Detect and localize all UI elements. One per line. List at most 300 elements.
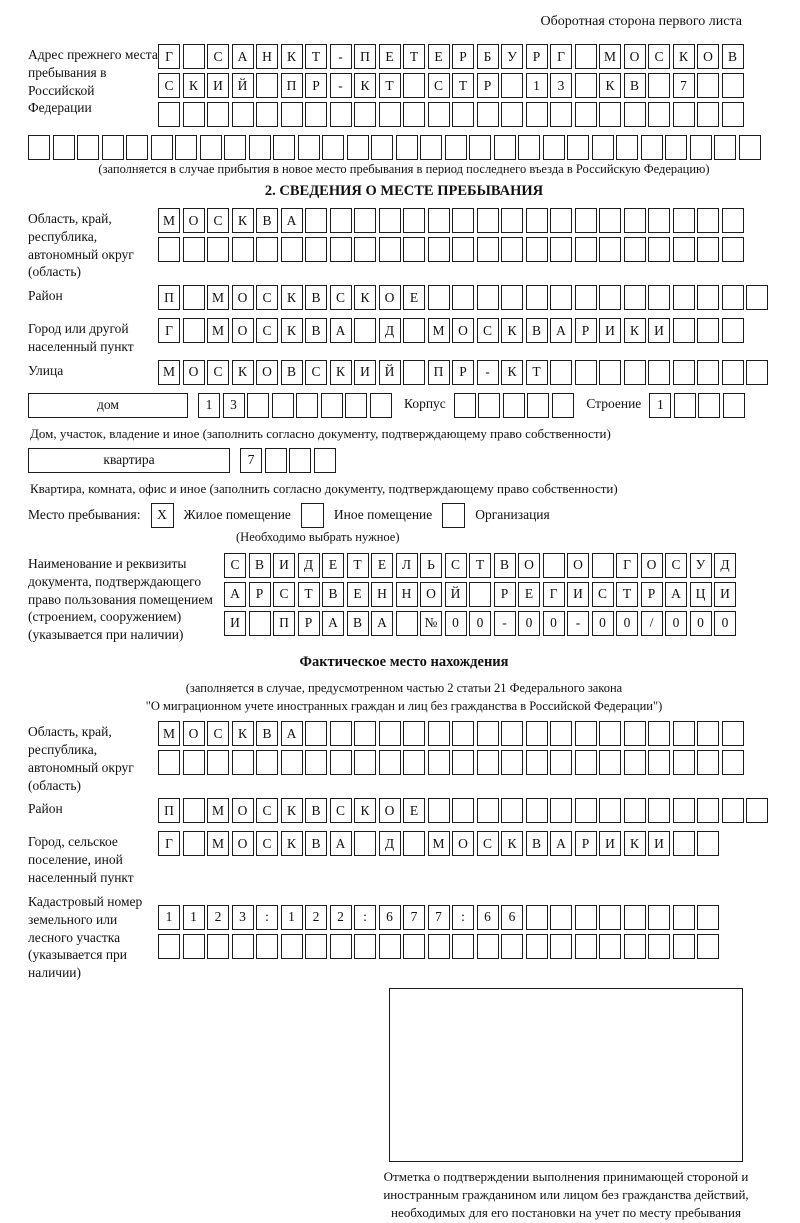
char-cell[interactable]: О (452, 318, 474, 343)
char-cell[interactable]: В (305, 285, 327, 310)
char-cell[interactable] (200, 135, 222, 160)
char-cell[interactable] (722, 208, 744, 233)
char-cell[interactable] (452, 285, 474, 310)
char-cell[interactable] (526, 102, 548, 127)
char-cell[interactable] (648, 285, 670, 310)
char-cell[interactable]: М (599, 44, 621, 69)
char-cell[interactable]: М (207, 798, 229, 823)
char-cell[interactable]: О (697, 44, 719, 69)
char-cell[interactable]: - (494, 611, 516, 636)
char-cell[interactable]: Е (371, 553, 393, 578)
char-cell[interactable] (305, 750, 327, 775)
char-cell[interactable] (648, 905, 670, 930)
char-cell[interactable] (526, 750, 548, 775)
char-cell[interactable]: Т (526, 360, 548, 385)
char-cell[interactable] (289, 448, 311, 473)
char-cell[interactable] (599, 798, 621, 823)
char-cell[interactable]: В (256, 721, 278, 746)
char-cell[interactable]: Р (641, 582, 663, 607)
char-cell[interactable] (723, 393, 745, 418)
char-cell[interactable] (281, 934, 303, 959)
char-cell[interactable]: К (183, 73, 205, 98)
char-cell[interactable] (641, 135, 663, 160)
char-cell[interactable] (403, 208, 425, 233)
char-cell[interactable] (126, 135, 148, 160)
char-cell[interactable]: Д (298, 553, 320, 578)
char-cell[interactable]: А (665, 582, 687, 607)
char-cell[interactable]: Р (575, 318, 597, 343)
char-cell[interactable]: О (183, 208, 205, 233)
char-cell[interactable] (77, 135, 99, 160)
char-cell[interactable]: И (714, 582, 736, 607)
char-cell[interactable] (207, 237, 229, 262)
char-cell[interactable] (370, 393, 392, 418)
char-cell[interactable] (624, 934, 646, 959)
char-cell[interactable] (330, 750, 352, 775)
char-cell[interactable] (575, 360, 597, 385)
char-cell[interactable]: О (379, 798, 401, 823)
char-cell[interactable]: К (330, 360, 352, 385)
char-cell[interactable]: С (445, 553, 467, 578)
char-cell[interactable] (575, 285, 597, 310)
char-cell[interactable] (183, 750, 205, 775)
char-cell[interactable] (501, 934, 523, 959)
char-cell[interactable]: П (428, 360, 450, 385)
char-cell[interactable]: Г (543, 582, 565, 607)
other-premises-checkbox[interactable] (301, 503, 324, 528)
char-cell[interactable] (575, 44, 597, 69)
char-cell[interactable] (665, 135, 687, 160)
char-cell[interactable] (354, 102, 376, 127)
char-cell[interactable]: Р (452, 44, 474, 69)
char-cell[interactable] (265, 448, 287, 473)
char-cell[interactable] (183, 798, 205, 823)
char-cell[interactable]: В (624, 73, 646, 98)
char-cell[interactable] (452, 102, 474, 127)
char-cell[interactable]: 1 (281, 905, 303, 930)
char-cell[interactable]: С (428, 73, 450, 98)
char-cell[interactable] (624, 285, 646, 310)
char-cell[interactable]: С (665, 553, 687, 578)
char-cell[interactable] (477, 721, 499, 746)
char-cell[interactable]: Й (445, 582, 467, 607)
char-cell[interactable] (183, 44, 205, 69)
char-cell[interactable]: С (477, 318, 499, 343)
char-cell[interactable] (298, 135, 320, 160)
char-cell[interactable] (175, 135, 197, 160)
char-cell[interactable]: Г (158, 44, 180, 69)
prev-address-row-4[interactable] (28, 135, 780, 160)
char-cell[interactable]: О (379, 285, 401, 310)
char-cell[interactable]: Й (232, 73, 254, 98)
char-cell[interactable]: Т (403, 44, 425, 69)
char-cell[interactable]: Е (403, 285, 425, 310)
char-cell[interactable]: К (232, 721, 254, 746)
char-cell[interactable] (183, 237, 205, 262)
char-cell[interactable]: - (330, 73, 352, 98)
char-cell[interactable] (247, 393, 269, 418)
char-cell[interactable]: 3 (232, 905, 254, 930)
char-cell[interactable] (722, 798, 744, 823)
char-cell[interactable]: М (158, 360, 180, 385)
char-cell[interactable]: Р (249, 582, 271, 607)
char-cell[interactable]: 0 (690, 611, 712, 636)
char-cell[interactable]: К (599, 73, 621, 98)
region-row-2[interactable] (158, 237, 746, 262)
char-cell[interactable] (207, 102, 229, 127)
char-cell[interactable] (739, 135, 761, 160)
char-cell[interactable]: С (224, 553, 246, 578)
char-cell[interactable] (697, 208, 719, 233)
char-cell[interactable]: 6 (501, 905, 523, 930)
char-cell[interactable]: К (624, 831, 646, 856)
char-cell[interactable] (428, 798, 450, 823)
char-cell[interactable]: Ь (420, 553, 442, 578)
char-cell[interactable] (314, 448, 336, 473)
street-row[interactable] (158, 360, 771, 385)
char-cell[interactable] (379, 934, 401, 959)
char-cell[interactable]: П (281, 73, 303, 98)
char-cell[interactable] (722, 73, 744, 98)
char-cell[interactable]: В (256, 208, 278, 233)
char-cell[interactable]: - (567, 611, 589, 636)
char-cell[interactable]: К (281, 44, 303, 69)
char-cell[interactable] (698, 393, 720, 418)
document-row-2[interactable] (224, 582, 739, 607)
char-cell[interactable]: Б (477, 44, 499, 69)
char-cell[interactable]: О (420, 582, 442, 607)
char-cell[interactable] (403, 318, 425, 343)
char-cell[interactable] (207, 934, 229, 959)
char-cell[interactable] (296, 393, 318, 418)
char-cell[interactable]: О (624, 44, 646, 69)
char-cell[interactable]: К (501, 831, 523, 856)
char-cell[interactable] (673, 102, 695, 127)
char-cell[interactable] (281, 750, 303, 775)
char-cell[interactable] (624, 237, 646, 262)
char-cell[interactable]: Е (428, 44, 450, 69)
char-cell[interactable]: 0 (543, 611, 565, 636)
char-cell[interactable] (575, 798, 597, 823)
char-cell[interactable] (501, 285, 523, 310)
char-cell[interactable] (452, 237, 474, 262)
char-cell[interactable] (469, 582, 491, 607)
char-cell[interactable]: Т (379, 73, 401, 98)
char-cell[interactable]: Н (256, 44, 278, 69)
char-cell[interactable]: И (207, 73, 229, 98)
char-cell[interactable]: А (224, 582, 246, 607)
char-cell[interactable] (673, 798, 695, 823)
char-cell[interactable] (550, 934, 572, 959)
char-cell[interactable] (445, 135, 467, 160)
char-cell[interactable] (648, 721, 670, 746)
char-cell[interactable]: - (477, 360, 499, 385)
char-cell[interactable]: Т (452, 73, 474, 98)
char-cell[interactable]: М (207, 285, 229, 310)
char-cell[interactable]: 6 (379, 905, 401, 930)
char-cell[interactable] (624, 750, 646, 775)
char-cell[interactable] (697, 721, 719, 746)
char-cell[interactable] (477, 208, 499, 233)
char-cell[interactable] (102, 135, 124, 160)
char-cell[interactable] (428, 750, 450, 775)
char-cell[interactable]: М (158, 208, 180, 233)
char-cell[interactable] (592, 553, 614, 578)
char-cell[interactable] (599, 360, 621, 385)
char-cell[interactable] (592, 135, 614, 160)
char-cell[interactable] (648, 73, 670, 98)
char-cell[interactable] (575, 237, 597, 262)
region-row-1[interactable] (158, 208, 746, 233)
char-cell[interactable]: М (428, 831, 450, 856)
char-cell[interactable] (454, 393, 476, 418)
char-cell[interactable]: С (305, 360, 327, 385)
char-cell[interactable]: Т (616, 582, 638, 607)
char-cell[interactable] (526, 237, 548, 262)
char-cell[interactable]: В (281, 360, 303, 385)
char-cell[interactable] (697, 798, 719, 823)
char-cell[interactable] (648, 360, 670, 385)
char-cell[interactable] (624, 721, 646, 746)
char-cell[interactable] (428, 237, 450, 262)
char-cell[interactable]: К (281, 318, 303, 343)
char-cell[interactable] (624, 360, 646, 385)
char-cell[interactable] (550, 360, 572, 385)
char-cell[interactable] (501, 798, 523, 823)
char-cell[interactable] (697, 318, 719, 343)
char-cell[interactable] (550, 750, 572, 775)
char-cell[interactable] (403, 934, 425, 959)
char-cell[interactable] (697, 750, 719, 775)
char-cell[interactable] (249, 135, 271, 160)
char-cell[interactable]: А (371, 611, 393, 636)
char-cell[interactable]: Р (298, 611, 320, 636)
char-cell[interactable]: 0 (592, 611, 614, 636)
char-cell[interactable]: Е (403, 798, 425, 823)
char-cell[interactable] (575, 905, 597, 930)
char-cell[interactable]: 0 (518, 611, 540, 636)
char-cell[interactable] (396, 135, 418, 160)
char-cell[interactable] (428, 285, 450, 310)
char-cell[interactable]: К (501, 360, 523, 385)
char-cell[interactable] (526, 285, 548, 310)
char-cell[interactable]: П (273, 611, 295, 636)
char-cell[interactable]: № (420, 611, 442, 636)
char-cell[interactable] (722, 237, 744, 262)
char-cell[interactable] (305, 721, 327, 746)
char-cell[interactable] (403, 721, 425, 746)
char-cell[interactable] (697, 360, 719, 385)
char-cell[interactable] (697, 102, 719, 127)
char-cell[interactable]: Р (526, 44, 548, 69)
char-cell[interactable]: М (158, 721, 180, 746)
char-cell[interactable]: Й (379, 360, 401, 385)
char-cell[interactable]: К (354, 285, 376, 310)
char-cell[interactable] (599, 750, 621, 775)
char-cell[interactable] (354, 721, 376, 746)
char-cell[interactable] (575, 934, 597, 959)
char-cell[interactable] (550, 208, 572, 233)
korpus-row[interactable] (454, 393, 577, 418)
char-cell[interactable]: О (183, 721, 205, 746)
char-cell[interactable]: О (567, 553, 589, 578)
cadastral-row-2[interactable] (158, 934, 722, 959)
char-cell[interactable] (232, 237, 254, 262)
char-cell[interactable] (158, 750, 180, 775)
char-cell[interactable]: 1 (158, 905, 180, 930)
char-cell[interactable]: С (256, 318, 278, 343)
char-cell[interactable]: Т (298, 582, 320, 607)
char-cell[interactable]: С (477, 831, 499, 856)
char-cell[interactable]: С (256, 831, 278, 856)
char-cell[interactable]: 0 (469, 611, 491, 636)
char-cell[interactable] (501, 237, 523, 262)
prev-address-row-3[interactable] (158, 102, 746, 127)
char-cell[interactable] (452, 721, 474, 746)
char-cell[interactable]: И (648, 831, 670, 856)
char-cell[interactable] (379, 102, 401, 127)
char-cell[interactable] (648, 208, 670, 233)
char-cell[interactable] (697, 831, 719, 856)
char-cell[interactable] (599, 208, 621, 233)
char-cell[interactable]: В (305, 798, 327, 823)
char-cell[interactable]: А (281, 721, 303, 746)
char-cell[interactable] (452, 798, 474, 823)
char-cell[interactable] (477, 934, 499, 959)
char-cell[interactable] (648, 102, 670, 127)
char-cell[interactable] (305, 208, 327, 233)
char-cell[interactable]: : (256, 905, 278, 930)
char-cell[interactable]: Г (158, 318, 180, 343)
char-cell[interactable] (575, 750, 597, 775)
char-cell[interactable] (690, 135, 712, 160)
char-cell[interactable]: К (624, 318, 646, 343)
char-cell[interactable] (526, 934, 548, 959)
char-cell[interactable] (281, 237, 303, 262)
char-cell[interactable] (232, 102, 254, 127)
char-cell[interactable] (256, 73, 278, 98)
char-cell[interactable]: 7 (240, 448, 262, 473)
char-cell[interactable] (379, 237, 401, 262)
char-cell[interactable]: С (207, 44, 229, 69)
char-cell[interactable]: У (501, 44, 523, 69)
char-cell[interactable] (575, 102, 597, 127)
char-cell[interactable]: 0 (665, 611, 687, 636)
char-cell[interactable] (403, 73, 425, 98)
char-cell[interactable] (478, 393, 500, 418)
char-cell[interactable]: / (641, 611, 663, 636)
char-cell[interactable]: С (256, 285, 278, 310)
char-cell[interactable] (232, 750, 254, 775)
apartment-number-row[interactable] (240, 448, 338, 473)
char-cell[interactable]: : (452, 905, 474, 930)
char-cell[interactable]: Н (371, 582, 393, 607)
char-cell[interactable] (371, 135, 393, 160)
char-cell[interactable]: О (232, 318, 254, 343)
char-cell[interactable]: Е (379, 44, 401, 69)
char-cell[interactable]: В (494, 553, 516, 578)
char-cell[interactable] (599, 934, 621, 959)
char-cell[interactable] (673, 721, 695, 746)
char-cell[interactable] (151, 135, 173, 160)
char-cell[interactable]: О (232, 831, 254, 856)
char-cell[interactable] (452, 934, 474, 959)
char-cell[interactable] (550, 237, 572, 262)
char-cell[interactable] (428, 208, 450, 233)
char-cell[interactable] (722, 360, 744, 385)
char-cell[interactable] (599, 721, 621, 746)
char-cell[interactable] (354, 934, 376, 959)
char-cell[interactable] (403, 750, 425, 775)
char-cell[interactable] (501, 208, 523, 233)
char-cell[interactable]: 1 (183, 905, 205, 930)
char-cell[interactable] (722, 102, 744, 127)
char-cell[interactable] (354, 750, 376, 775)
char-cell[interactable]: К (501, 318, 523, 343)
char-cell[interactable]: П (354, 44, 376, 69)
char-cell[interactable]: 7 (403, 905, 425, 930)
document-row-3[interactable] (224, 611, 739, 636)
char-cell[interactable] (624, 905, 646, 930)
char-cell[interactable] (624, 208, 646, 233)
char-cell[interactable]: 7 (428, 905, 450, 930)
char-cell[interactable]: О (232, 285, 254, 310)
char-cell[interactable]: 2 (305, 905, 327, 930)
char-cell[interactable] (183, 285, 205, 310)
char-cell[interactable]: 3 (223, 393, 245, 418)
char-cell[interactable]: С (207, 721, 229, 746)
char-cell[interactable]: С (207, 208, 229, 233)
char-cell[interactable]: О (183, 360, 205, 385)
char-cell[interactable]: Ц (690, 582, 712, 607)
char-cell[interactable] (575, 721, 597, 746)
char-cell[interactable] (354, 831, 376, 856)
char-cell[interactable]: С (158, 73, 180, 98)
house-number-row[interactable] (198, 393, 394, 418)
char-cell[interactable]: В (322, 582, 344, 607)
char-cell[interactable] (256, 237, 278, 262)
char-cell[interactable]: К (232, 360, 254, 385)
char-cell[interactable] (256, 102, 278, 127)
char-cell[interactable] (722, 721, 744, 746)
char-cell[interactable] (501, 721, 523, 746)
char-cell[interactable] (599, 905, 621, 930)
char-cell[interactable]: Т (347, 553, 369, 578)
char-cell[interactable] (697, 905, 719, 930)
char-cell[interactable] (354, 208, 376, 233)
char-cell[interactable] (477, 237, 499, 262)
char-cell[interactable] (722, 318, 744, 343)
char-cell[interactable]: Г (616, 553, 638, 578)
char-cell[interactable] (527, 393, 549, 418)
char-cell[interactable]: М (207, 831, 229, 856)
char-cell[interactable] (305, 237, 327, 262)
char-cell[interactable]: Г (158, 831, 180, 856)
char-cell[interactable] (183, 318, 205, 343)
char-cell[interactable]: А (550, 318, 572, 343)
char-cell[interactable]: Е (347, 582, 369, 607)
char-cell[interactable] (526, 721, 548, 746)
city-row[interactable] (158, 318, 746, 343)
char-cell[interactable] (330, 208, 352, 233)
char-cell[interactable] (379, 721, 401, 746)
char-cell[interactable] (232, 934, 254, 959)
char-cell[interactable] (256, 750, 278, 775)
char-cell[interactable]: О (256, 360, 278, 385)
char-cell[interactable]: В (722, 44, 744, 69)
char-cell[interactable]: Т (469, 553, 491, 578)
char-cell[interactable] (494, 135, 516, 160)
